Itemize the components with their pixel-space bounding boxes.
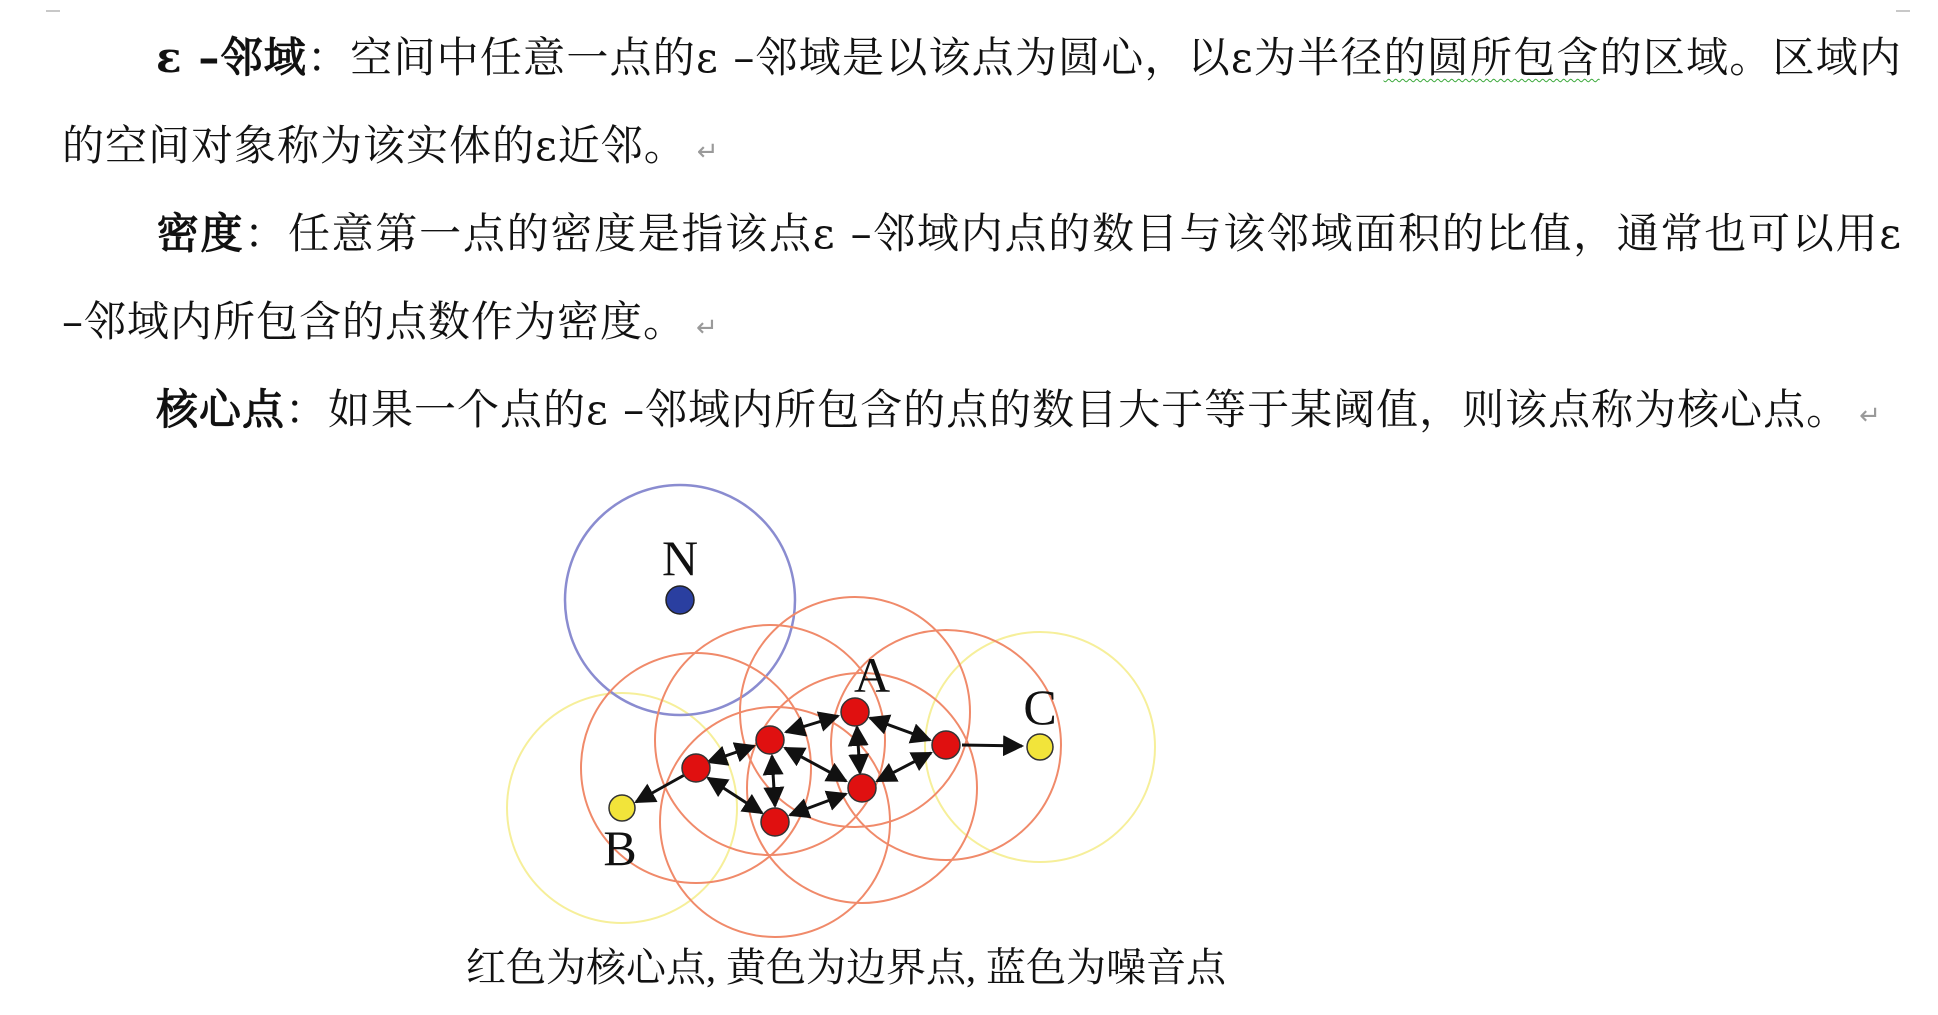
paragraph-core-point (62, 366, 1902, 460)
arrow-p2-p3 (772, 756, 775, 806)
spellcheck-underlined-text: 的圆所包含 (1383, 33, 1600, 82)
border-point-b (609, 795, 635, 821)
page-corner-mark-left (46, 10, 60, 12)
arrow-a-p6 (870, 718, 930, 740)
paragraph-text: 空间中任意一点的ε –邻域是以该点为圆心，以ε为半径 (350, 33, 1384, 82)
paragraph-mark-icon: ↵ (696, 137, 720, 167)
arrow-p5-p6 (877, 753, 931, 781)
dbscan-figure (500, 470, 1180, 940)
core-point-3 (761, 808, 789, 836)
paragraph-text: 任意第一点的密度是指该点ε –邻域内点的数目与该邻域面积的比值，通常也可以用ε –邻域内所包含的点数作为密度。 (62, 209, 1902, 346)
core-point-2 (756, 726, 784, 754)
label-a: A (853, 647, 891, 703)
arrow-p2-a (786, 716, 838, 732)
paragraph-text: 如果一个点的ε –邻域内所包含的点的数目大于等于某阈值，则该点称为核心点。 (328, 385, 1850, 434)
term-colon: ： (307, 33, 351, 82)
term-colon: ： (285, 385, 329, 434)
term-colon: ： (244, 209, 288, 258)
arrow-p6-c (962, 745, 1022, 746)
core-point-6 (932, 731, 960, 759)
dbscan-diagram (500, 470, 1180, 940)
term-density: 密度 (156, 209, 245, 258)
arrow-p2-p5 (785, 748, 846, 781)
paragraph-epsilon-neighborhood (62, 14, 1902, 196)
arrow-a-p5 (857, 727, 860, 773)
core-point-5 (848, 774, 876, 802)
core-point-1 (682, 754, 710, 782)
term-epsilon-neighborhood: ε –邻域 (156, 33, 308, 82)
figure-caption: 红色为核心点, 黄色为边界点, 蓝色为噪音点 (466, 945, 1226, 990)
term-core-point: 核心点 (156, 385, 286, 434)
page-corner-mark-right (1896, 10, 1910, 12)
label-n: N (661, 530, 699, 586)
border-point-c (1027, 734, 1053, 760)
noise-point-n (666, 586, 694, 614)
paragraph-mark-icon: ↵ (696, 313, 719, 343)
arrow-p3-p5 (790, 794, 846, 815)
label-b: B (603, 820, 637, 876)
paragraph-text-continued: 的区域。区域内的空间对象称为该实体的ε近邻。 (62, 33, 1902, 170)
paragraph-density (62, 190, 1902, 372)
paragraph-mark-icon: ↵ (1859, 401, 1882, 431)
label-c: C (1023, 679, 1057, 735)
